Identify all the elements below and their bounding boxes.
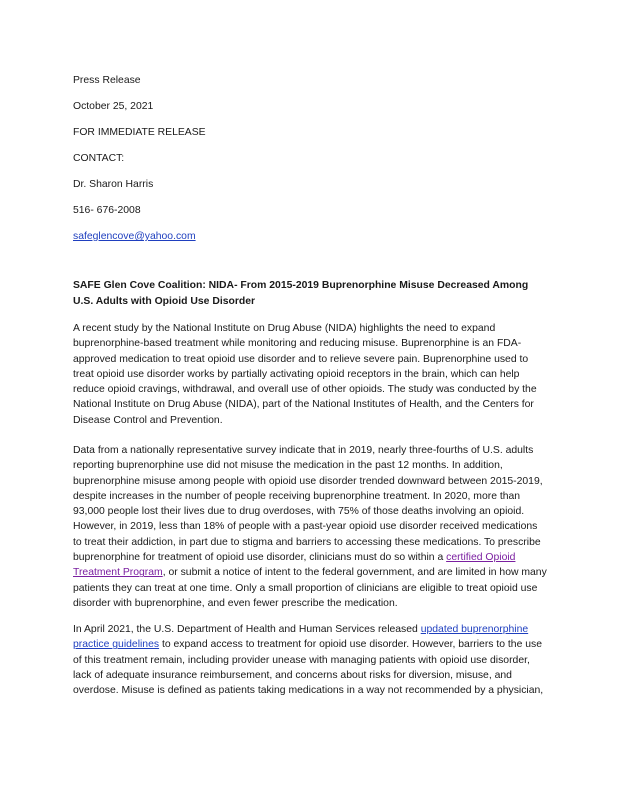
contact-label: CONTACT:: [73, 153, 125, 164]
contact-name: Dr. Sharon Harris: [73, 179, 154, 190]
email-link-text[interactable]: safeglencove@yahoo.com: [73, 231, 196, 242]
paragraph-2-text-b: , or submit a notice of intent to the federal government, and are limited in how many patients they can treat at one time. Only a small proportion of clinicians are eligible to treat opioid use disorder with buprenorphine, and even fewer prescribe the medication.: [73, 567, 547, 609]
doc-type-label: Press Release: [73, 75, 141, 86]
contact-phone: 516- 676-2008: [73, 205, 141, 216]
release-status: FOR IMMEDIATE RELEASE: [73, 127, 206, 138]
release-date: October 25, 2021: [73, 101, 154, 112]
paragraph-2-text-a: Data from a nationally representative survey indicate that in 2019, nearly three-fourths of U.S. adults reporting buprenorphine use did not misuse the medication in the past 12 months. In addition, buprenorphine misuse among people with opioid use disorder trended downward between 2015-2019, despite increases in the number of people receiving buprenorphine treatment. In 2020, more than 93,000 people lost their lives due to drug overdoses, with 75% of those deaths involving an opioid. However, in 2019, less than 18% of people with a past-year opioid use disorder received medications to treat their addiction, in part due to stigma and barriers to accessing these medications. To prescribe buprenorphine for treatment of opioid use disorder, clinicians must do so within a: [73, 445, 543, 564]
headline: SAFE Glen Cove Coalition: NIDA- From 2015-2019 Buprenorphine Misuse Decreased Among U.S. Adults with Opioid Use Disorder: [73, 280, 529, 307]
otp-link[interactable]: certified Opioid Treatment Program: [73, 552, 516, 579]
paragraph-3-text-b: to expand access to treatment for opioid use disorder. However, barriers to the use of this treatment remain, including provider unease with managing patients with opioid use disorder, lack of adequate insurance reimbursement, and concerns about risks for diversion, misuse, and overdose. Misuse is defined as patients taking medications in a way not recommended by a physician,: [73, 639, 544, 697]
body-paragraph-3: [73, 622, 548, 698]
paragraph-3-text-a: In April 2021, the U.S. Department of Health and Human Services released: [73, 624, 421, 635]
body-paragraph-2: [73, 443, 548, 611]
contact-email-link[interactable]: [73, 229, 196, 244]
guidelines-link[interactable]: updated buprenorphine practice guidelines: [73, 624, 529, 651]
body-paragraph-1: A recent study by the National Institute on Drug Abuse (NIDA) highlights the need to expand buprenorphine-based treatment while monitoring and reducing misuse. Buprenorphine is an FDA-approved medication to treat opioid use disorder and to relieve severe pain. Buprenorphine used to treat opioid use disorder works by partially activating opioid receptors in the brain, which can help reduce opioid cravings, withdrawal, and overall use of other opioids. The study was conducted by the National Institute on Drug Abuse (NIDA), part of the National Institutes of Health, and the Centers for Disease Control and Prevention.: [73, 323, 537, 426]
